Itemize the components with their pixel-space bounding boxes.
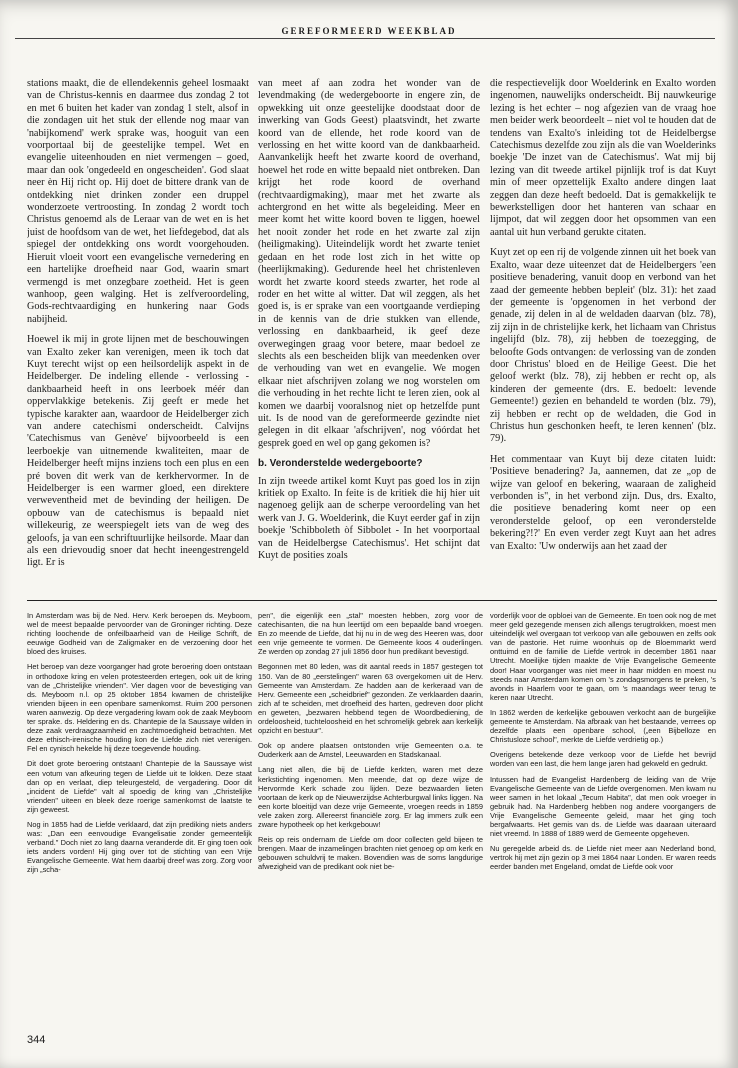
paragraph: pen", die eigenlijk een „stal" moesten hebben, zorg voor de catechisanten, die na hun leertijd om een bepaalde band vroegen. En zo meende de Liefde, dat hij nu in de weg des Heeren was, door een vrije gemeente te vormen. De Gemeente koos 4 ouderlingen. Ze werden op zondag 27 juli 1856 door hun predikant bevestigd.: [258, 611, 483, 657]
history-column-2: [258, 611, 483, 1036]
paragraph: In zijn tweede artikel komt Kuyt pas goed los in zijn kritiek op Exalto. In feite is de kritiek die hij hier uit nagenoeg gelijk aan de scherpe veroordeling van het werk van J. G. Woelderink, die Kuyt eerder gaf in zijn boekje 'Schibboleth òf Sibbolet - In het voorportaal van de Heidelbergse Catechismus'. Het schijnt dat Kuyt de posities zoals: [258, 475, 480, 562]
paragraph: Begonnen met 80 leden, was dit aantal reeds in 1857 gestegen tot 150. Van de 80 „eerstelingen" waren 63 overgekomen uit de Herv. Gemeente van Amsterdam. Ze hadden aan de kerkeraad van de Herv. Gemeente een „scheidbrief" gezonden. Ze verklaarden daarin, zich af te scheiden, met droefheid des harten, gedreven door plicht en geweten, „bezwaren hebbend tegen de Woordbediening, de ordeloosheid, tuchteloosheid en het schromelijk gebrek aan kerkelijk opzicht en bestuur".: [258, 662, 483, 736]
paragraph: Dit doet grote beroering ontstaan! Chantepie de la Saussaye wist een votum van afkeuring tegen de Liefde uit te lokken. Deze staat dan op en verlaat, diep teleurgesteld, de vergadering. Door dit „incident de Liefde" valt al spoedig de kring van „Christelijke vrienden" uiteen en bleek deze roerige samenkomst de laatste te zijn geweest.: [27, 759, 252, 814]
paragraph: Lang niet allen, die bij de Liefde kerkten, waren met deze kerkstichting ingenomen. Men meende, dat op deze wijze de Hervormde Kerk schade zou lijden. Deze bezwaarden lieten voortaan de kerk op de Nieuwerzijdse Achterburgwal links liggen. Na een korte bloeitijd van deze vrije Gemeente, vroegen reeds in 1859 vele zaken zorg. Allereerst financiële zorg. Er lag immers zulk een zware hypotheek op het kerkgebouw!: [258, 765, 483, 829]
page-number: 344: [27, 1034, 46, 1046]
history-column-1: [27, 611, 252, 1036]
history-column-3: [490, 611, 716, 1036]
paragraph: Overigens betekende deze verkoop voor de Liefde het bevrijd worden van een last, die hem lange jaren had gekweld en gedrukt.: [490, 750, 716, 769]
running-header: [0, 26, 738, 36]
publication-title: GEREFORMEERD WEEKBLAD: [275, 26, 462, 36]
paragraph: die respectievelijk door Woelderink en Exalto worden ingenomen, nauwelijks onderscheidt. Bij nauwkeurige lezing is het echter – nog afgezien van de vraag hoe men beider werk beoordeelt – niet vol te houden dat de tendens van Exalto's inleiding tot de Heidelbergse Catechismus dezelfde zou zijn als die van Woelderinks boekje 'De inzet van de Catechismus'. Wat mij bij lezing van dit tweede artikel pijnlijk trof is dat Kuyt min of meer opzettelijk Exalto andere dingen laat zeggen dan deze heeft bedoeld. Dat is gemakkelijk te bewerkstelligen door het hanteren van schaar en lijmpot, dat wil zeggen door het opsommen van een aantal uit hun verband gerukte citaten.: [490, 78, 716, 238]
paragraph: Kuyt zet op een rij de volgende zinnen uit het boek van Exalto, waar deze uiteenzet dat de Heidelbergers 'een positieve benadering, vanuit doop en verbond van het zaad der gemeente hebben bepleit' (blz. 31): het zaad der gemeente is 'opgenomen in het verbond der genade, zij delen in al de weldaden daarvan (blz. 78), zij zijn in de christelijke kerk, het lichaam van Christus ingelijfd (blz. 78), zij hebben de toezegging, de beloofte Gods ontvangen: de verlossing van de zonden door Christus' bloed en de Heilige Geest. Die het geloof werkt (blz. 78), zij hebben er recht op, als kinderen der gemeente (drs. E. bedoelt: levende Gemeente!) gezien en behandeld te worden (blz. 79), zij hebben er recht op de weldaden, die God in Christus hun geschonken heeft, te leren kennen' (blz. 79).: [490, 247, 716, 445]
paragraph: Reis op reis ondernam de Liefde om door collecten geld bijeen te brengen. Maar de inzamelingen brachten niet genoeg op om kerk en gebouwen schuldvrij te maken. Bovendien was de soms langdurige afwezigheid van de predikant ook niet be-: [258, 835, 483, 872]
paragraph: Nu geregelde arbeid ds. de Liefde niet meer aan Nederland bond, vertrok hij met zijn gezin op 3 mei 1864 naar Londen. Er waren reeds eerder banden met Engeland, omdat de Liefde ook voor: [490, 844, 716, 872]
paragraph: stations maakt, die de ellendekennis geheel losmaakt van de Christus-kennis en daarmee dus zondag 2 tot en met 6 buiten het kader van zondag 1 stelt, alsof in die zondagen uit het stuk der ellende nog maar van 'nabijkomend' werk sprake was, hooguit van een voorportaal bij de geestelijke tempel. Wet en evangelie uiteenhouden en niet vermengen – goed, maar dan ook 'ongedeeld en ongescheiden'. God slaat neer èn Hij richt op. Hij doet de bittere drank van de ontdekking niet drinken zonder een druppel wonderzoete vertroosting. In zondag 2 wordt toch Christus genoemd als de Leraar van de wet en is het juist de hoofdsom van de wet, het liefdegebod, dat als spiegel der ontdekking ons wordt voorgehouden. Hieruit vloeit voort een evangelische vernedering en een hartelijke droefheid naar God, waarin smart vermengd is met onzegbare zoetheid. Het is geen wanhoop, geen walging. Het is zelfveroordeling, Gods-rechtvaardiging en hunkering naar Gods nabijheid.: [27, 78, 249, 325]
paragraph: In Amsterdam was bij de Ned. Herv. Kerk beroepen ds. Meyboom, wel de meest bepaalde pervoorder van de Groninger richting. Deze richting loochende de onfeilbaarheid van de Heilige Schrift, de eeuwige Godheid van de Zaligmaker en de verzoening door het bloed des kruises.: [27, 611, 252, 657]
paragraph: In 1862 werden de kerkelijke gebouwen verkocht aan de burgelijke gemeente te Amsterdam. Na afbraak van het bestaande, verrees op dezelfde plaats een openbare school, („een Bijbelloze en Christusloze school", merkte de Liefde verdrietig op.): [490, 707, 716, 745]
paragraph: vorderlijk voor de opbloei van de Gemeente. En toen ook nog de met meer geld gezegende mensen zich allengs terugtrokken, moest men uiteindelijk wel overgaan tot verkoop van alle gebouwen en zelfs ook van de pastorie. Het ruime woonhuis op de Bloemmarkt werd onttuimd en de familie de Liefde vertrok in december 1861 naar Utrecht. Moeilijke tijden maakte de Vrije Evangelische Gemeente door! Haar voorganger was niet meer in haar midden en moest nu steeds naar Amsterdam komen om 's zondagsmorgens te preken, 's avonds in Haarlem voor te gaan, om 's maandags weer terug te keren naar Utrecht.: [490, 611, 716, 702]
paragraph: Hoewel ik mij in grote lijnen met de beschouwingen van Exalto zeker kan verenigen, meen ik toch dat Kuyt terecht wijst op een heilsordelijk aspekt in de Heidelberger. De indeling ellende - verlossing - dankbaarheid heeft in ons leerboek méér dan oppervlakkige betekenis. Zij geeft er mede het typische karakter aan, waardoor de Heidelberger zich van andere catechismi onderscheidt. Calvijns 'Catechismus van Genève' bijvoorbeeld is een leerboekje van uitnemende kwaliteiten, maar de Heidelberger heeft mijns inziens toch een plus en een pré boven dit werk van de kerkhervormer. In de Heidelberger is een warmer gloed, een direktere verweventheid met de bevinding der heiligen. De opbouw van de catechismus is bepaald niet willekeurig, ze weerspiegelt iets van de weg des geloofs, ja van een schriftuurlijke heilsorde. Maar dan als een drievoudig snoer dat hecht ineengestrengeld ligt. Er is: [27, 334, 249, 569]
paragraph: Nog in 1855 had de Liefde verklaard, dat zijn prediking niets anders was: „Dan een eenvoudige Evangelisatie zonder gemeentelijk verband." Doch niet zo lang daarna veranderde dit. Er ging toen ook iets anders vorden! Hij ging over tot de stichting van een Vrije Evangelische Gemeente. Wat hem daarbij dreef was zorg. Zorg voor zijn „scha-: [27, 819, 252, 875]
section-subheading: b. Veronderstelde wedergeboorte?: [258, 458, 423, 470]
paragraph: Het beroep van deze voorganger had grote beroering doen ontstaan in orthodoxe kring en velen protesteerden ertegen, ook uit de kring van de „Christelijke vrienden". Vier dagen voor de bevestiging van ds. Meyboom n.l. op 25 oktober 1854 kwamen de christelijke vrienden bijeen in een openbare samenkomst. Ruim 200 personen waren aanwezig. Op deze vergadering kwam ook de zaak Meyboom ter sprake. ds. Heldering en ds. Chantepie de la Saussaye wilden in deze zaak verdraagzaamheid en zachtmoedigheid betrachten. Met deze ethisch-irenische houding kon de Liefde zich niet verenigen. Fel en cynisch hekelde hij deze toegevende houding.: [27, 662, 252, 754]
paragraph: Ook op andere plaatsen ontstonden vrije Gemeenten o.a. te Ouderkerk aan de Amstel, Leeuwarden en Stadskanaal.: [258, 741, 483, 760]
article-column-2: [258, 78, 480, 598]
article-column-3: [490, 78, 716, 598]
paragraph: van meet af aan zodra het wonder van de levendmaking (de wedergeboorte in engere zin, de opwekking uit onze geestelijke doodstaat door de inwerking van Gods Geest) plaatsvindt, het zwarte koord van de ellende, het rode koord van de verlossing en het witte koord van de dankbaarheid. Aanvankelijk heeft het zwarte koord de overhand, hoewel het rode en witte bepaald niet ontbreken. Dan krijgt het rode koord de overhand (rechtvaardigmaking), maar met het zwarte als achtergrond en het witte als begeleiding. Meer en meer komt het witte koord boven te liggen, hoewel het nooit zonder het rode en het zwarte zal zijn (heiligmaking). Uiteindelijk wordt het zwarte teniet gedaan en het rode lost zich in het witte op (heerlijkmaking). Gedurende heel het christenleven wordt het zwarte koord steeds zwarter, het rode al roder en het witte al witter. Dat wil zeggen, als het goed is, is er sprake van een voortgaande verdieping in de kennis van de drie stukken van ellende, verlossing en dankbaarheid, ik geef deze overwegingen graag voor betere, maar bedoel ze slechts als een bescheiden blijk van meedenken over de verhouding van wet en evangelie. We mogen elkaar niet afschrijven zolang we nog worstelen om die verhouding in het rechte licht te leren zien, ook al komen we daarbij vooralsnog niet op hetzelfde punt uit. Is de nood van de gereformeerde gezindte niet gelegen in dit elkaar 'afschrijven', nog vóórdat het gesprek goed en wel op gang gekomen is?: [258, 78, 480, 449]
paragraph: Het commentaar van Kuyt bij deze citaten luidt: 'Positieve benadering? Ja, aannemen, dat ze „op de wijze van geloof en bekering, waaraan de zaligheid verbonden is", in het verbond zijn. Dus, drs. Exalto, die positieve benadering komt neer op een veronderstelde geloof, op een veronderstelde bekering?!?' En even verder zegt Kuyt aan het adres van Exalto: 'Uw onderwijs aan het zaad der: [490, 453, 716, 552]
header-rule: [15, 38, 715, 39]
article-column-1: [27, 78, 249, 598]
paragraph: Intussen had de Evangelist Hardenberg de leiding van de Vrije Evangelische Gemeente van de Liefde overgenomen. Men kwam nu weer samen in het lokaal „Tecum Habita", dat men ook vroeger in gebruik had. Na Hardenberg hebben nog andere voorgangers de Vrije Evangelische Gemeente geleid, maar het ging toch bergafwaarts. Het gemis van ds. de Liefde was daaraan uiteraard niet vreemd. In 1888 of 1889 werd de Gemeente opgeheven.: [490, 774, 716, 839]
section-divider: [27, 600, 717, 601]
